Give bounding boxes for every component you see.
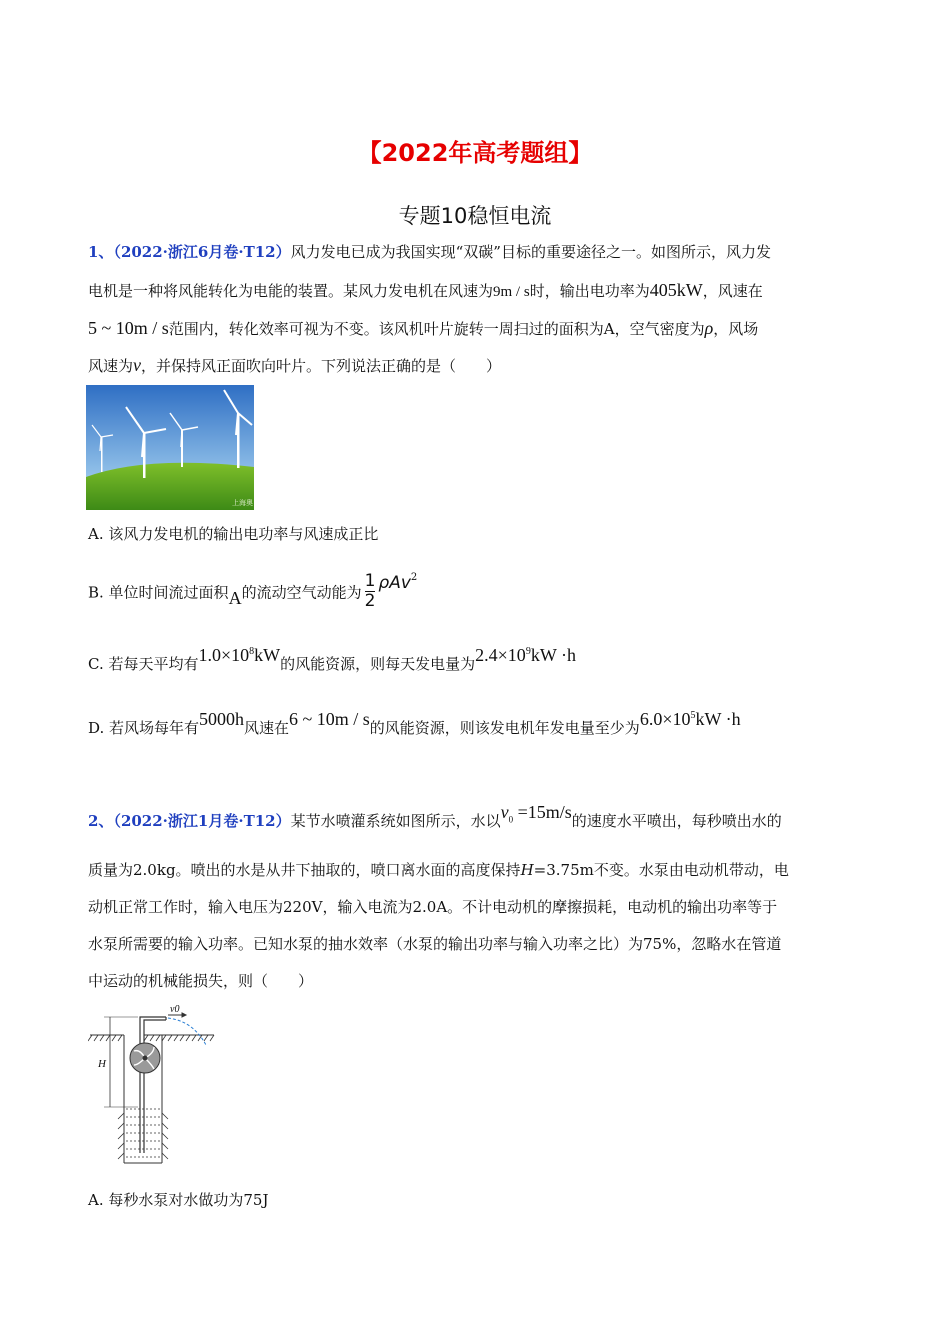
q2-text: =3.75m不变。水泵由电动机带动，电: [533, 861, 789, 879]
math-expr: 5 ~ 10m / s: [88, 318, 169, 338]
q2-text: 的速度水平喷出，每秒喷出水的: [571, 812, 782, 830]
math-exponent: 8: [249, 646, 255, 657]
q2-option-a: A. 每秒水泵对水做功为75J: [88, 1191, 269, 1209]
q1-number: 1、: [88, 243, 114, 261]
q1-line-3: [88, 318, 758, 339]
math-expr: ρ: [704, 318, 714, 338]
q1-line-2: [88, 280, 763, 302]
option-text: 的风能资源，则每天发电量为: [280, 655, 476, 673]
option-text: 风速在: [244, 719, 290, 737]
math-base: 1.0×10: [198, 645, 250, 665]
q1-text: 风力发电已成为我国实现“双碳”目标的重要途径之一。如图所示，风力发: [290, 243, 771, 261]
diagram-h-label: H: [98, 1058, 106, 1070]
fraction-denominator: 2: [364, 591, 376, 611]
math-unit: kW: [254, 645, 281, 665]
math-expr: 9m / s: [493, 284, 530, 300]
math-subscript: 0: [508, 814, 514, 825]
math-expr: A: [228, 587, 242, 608]
math-expr: 405kW: [649, 280, 703, 300]
math-base: 6.0×10: [639, 709, 691, 729]
math-exponent: 2: [410, 571, 418, 583]
q1-option-d: [88, 709, 741, 738]
q2-text: 质量为2.0kg。喷出的水是从井下抽取的，喷口离水面的高度保持: [88, 861, 521, 879]
math-expr: [475, 645, 576, 665]
math-expr: ρAv: [378, 572, 411, 593]
q1-line-4: [88, 355, 501, 376]
math-expr: v: [133, 355, 142, 375]
math-var: H: [520, 861, 534, 879]
diagram-v0-label: v0: [170, 1004, 180, 1015]
q1-option-a: A. 该风力发电机的输出电功率与风速成正比: [88, 525, 379, 543]
q2-line-4: 水泵所需要的输入功率。已知水泵的抽水效率（水泵的输出功率与输入功率之比）为75%，忽略水在管道: [88, 935, 782, 953]
math-value: =15m/s: [513, 802, 572, 822]
math-exponent: 9: [525, 646, 531, 657]
math-expr: 6 ~ 10m / s: [289, 709, 370, 729]
main-title: 【2022年高考题组】: [357, 139, 593, 167]
math-base: 2.4×10: [475, 645, 526, 665]
math-expr: 5000h: [199, 709, 245, 729]
q2-source: （2022·浙江1月卷·T12）: [113, 812, 291, 830]
q1-text: 风速为: [88, 357, 134, 375]
q2-line-5: 中运动的机械能损失，则（ ）: [88, 972, 314, 990]
math-unit: kW ·h: [530, 645, 576, 665]
q1-source: （2022·浙江6月卷·T12）: [113, 243, 291, 261]
q2-line-1: [88, 802, 782, 838]
q2-text: 某节水喷灌系统如图所示，水以: [290, 812, 501, 830]
option-text: D. 若风场每年有: [88, 719, 200, 737]
fraction-numerator: 1: [364, 571, 376, 591]
q1-text: ，风速在: [702, 282, 763, 300]
option-text: 的风能资源，则该发电机年发电量至少为: [369, 719, 640, 737]
q1-line-1: [88, 242, 771, 262]
q1-text: ，风场: [713, 320, 759, 338]
math-expr: [198, 645, 280, 665]
q2-line-3: 动机正常工作时，输入电压为220V，输入电流为2.0A。不计电动机的摩擦损耗，电动机的输出功率等于: [88, 898, 778, 916]
q1-text: 时，输出电功率为: [529, 282, 650, 300]
option-text: 的流动空气动能为: [241, 583, 362, 602]
fraction: [365, 572, 376, 611]
q1-option-b: [88, 571, 418, 613]
q2-line-2: [88, 860, 789, 880]
q2-number: 2、: [88, 812, 114, 830]
pump-diagram: [88, 1003, 218, 1168]
q1-option-c: [88, 645, 576, 674]
math-expr: [640, 709, 741, 729]
math-expr: [500, 802, 572, 825]
math-var: v: [500, 802, 509, 822]
math-exponent: 5: [690, 710, 696, 721]
q1-text: 范围内，转化效率可视为不变。该风机叶片旋转一周扫过的面积为A，空气密度为: [168, 320, 705, 338]
option-text: B. 单位时间流过面积: [88, 583, 229, 602]
sub-title: 专题10稳恒电流: [398, 204, 552, 228]
q1-text: ，并保持风正面吹向叶片。下列说法正确的是（ ）: [141, 357, 502, 375]
math-unit: kW ·h: [695, 709, 741, 729]
wind-turbine-image: [86, 385, 254, 510]
q1-text: 电机是一种将风能转化为电能的装置。某风力发电机在风速为: [88, 282, 494, 300]
image-watermark: 上海奥: [232, 499, 253, 507]
option-text: C. 若每天平均有: [88, 655, 199, 673]
